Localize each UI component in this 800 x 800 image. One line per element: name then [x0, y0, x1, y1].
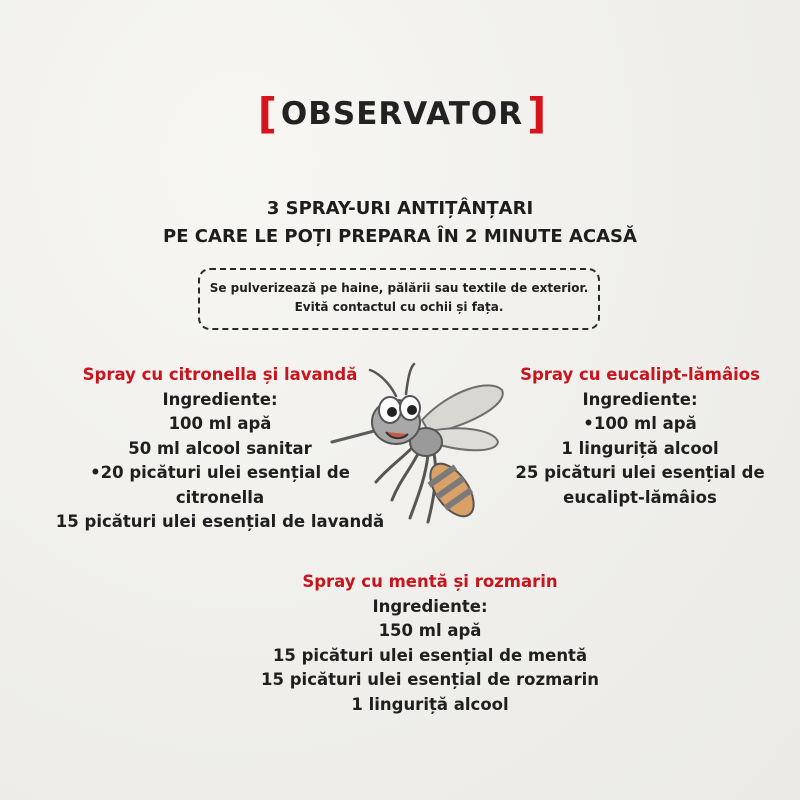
headline-line-2: PE CARE LE POȚI PREPARA ÎN 2 MINUTE ACASĂ [163, 226, 637, 247]
ingredient-line: citronella [175, 487, 265, 507]
ingredient-line: eucalipt-lămâios [563, 487, 717, 507]
ingredient-line: 25 picături ulei esențial de [515, 463, 765, 482]
mosquito-icon [330, 350, 510, 530]
ingredient-line: •100 ml apă [583, 414, 697, 433]
ingredient-line: 15 picături ulei esențial de lavandă [55, 512, 385, 531]
logo-wordmark: OBSERVATOR [280, 96, 524, 132]
ingredient-line: 50 ml alcool sanitar [128, 438, 312, 458]
recipe-ingredients-label: Ingrediente: [162, 389, 278, 409]
ingredient-line: •20 picături ulei esențial de [90, 463, 350, 482]
ingredient-line: 100 ml apă [168, 414, 272, 433]
recipe-menta-rozmarin [170, 570, 690, 717]
notice-line-1: Se pulverizează pe haine, pălării sau textile de exterior. [209, 281, 589, 295]
observator-logo [257, 88, 547, 140]
ingredient-line: 1 linguriță alcool [351, 694, 509, 714]
recipe-ingredients-label: Ingrediente: [582, 389, 698, 409]
ingredient-line: 1 linguriță alcool [561, 438, 719, 458]
ingredient-line: 150 ml apă [378, 621, 482, 640]
recipe-title: Spray cu eucalipt-lămâios [520, 365, 760, 384]
ingredient-line: 15 picături ulei esențial de mentă [272, 645, 588, 665]
logo-bracket-open: [ [257, 89, 277, 138]
logo-bracket-close: ] [527, 89, 547, 138]
headline-line-1: 3 SPRAY-URI ANTIȚÂNȚARI [266, 198, 534, 219]
recipe-eucalipt-lamaios [480, 363, 800, 510]
usage-notice-box [198, 268, 600, 330]
recipe-ingredients-label: Ingrediente: [372, 596, 488, 616]
ingredient-line: 15 picături ulei esențial de rozmarin [261, 670, 599, 689]
recipe-title: Spray cu citronella și lavandă [82, 365, 358, 384]
recipe-title: Spray cu mentă și rozmarin [302, 572, 558, 591]
notice-line-2: Evită contactul cu ochii și fața. [294, 300, 504, 314]
